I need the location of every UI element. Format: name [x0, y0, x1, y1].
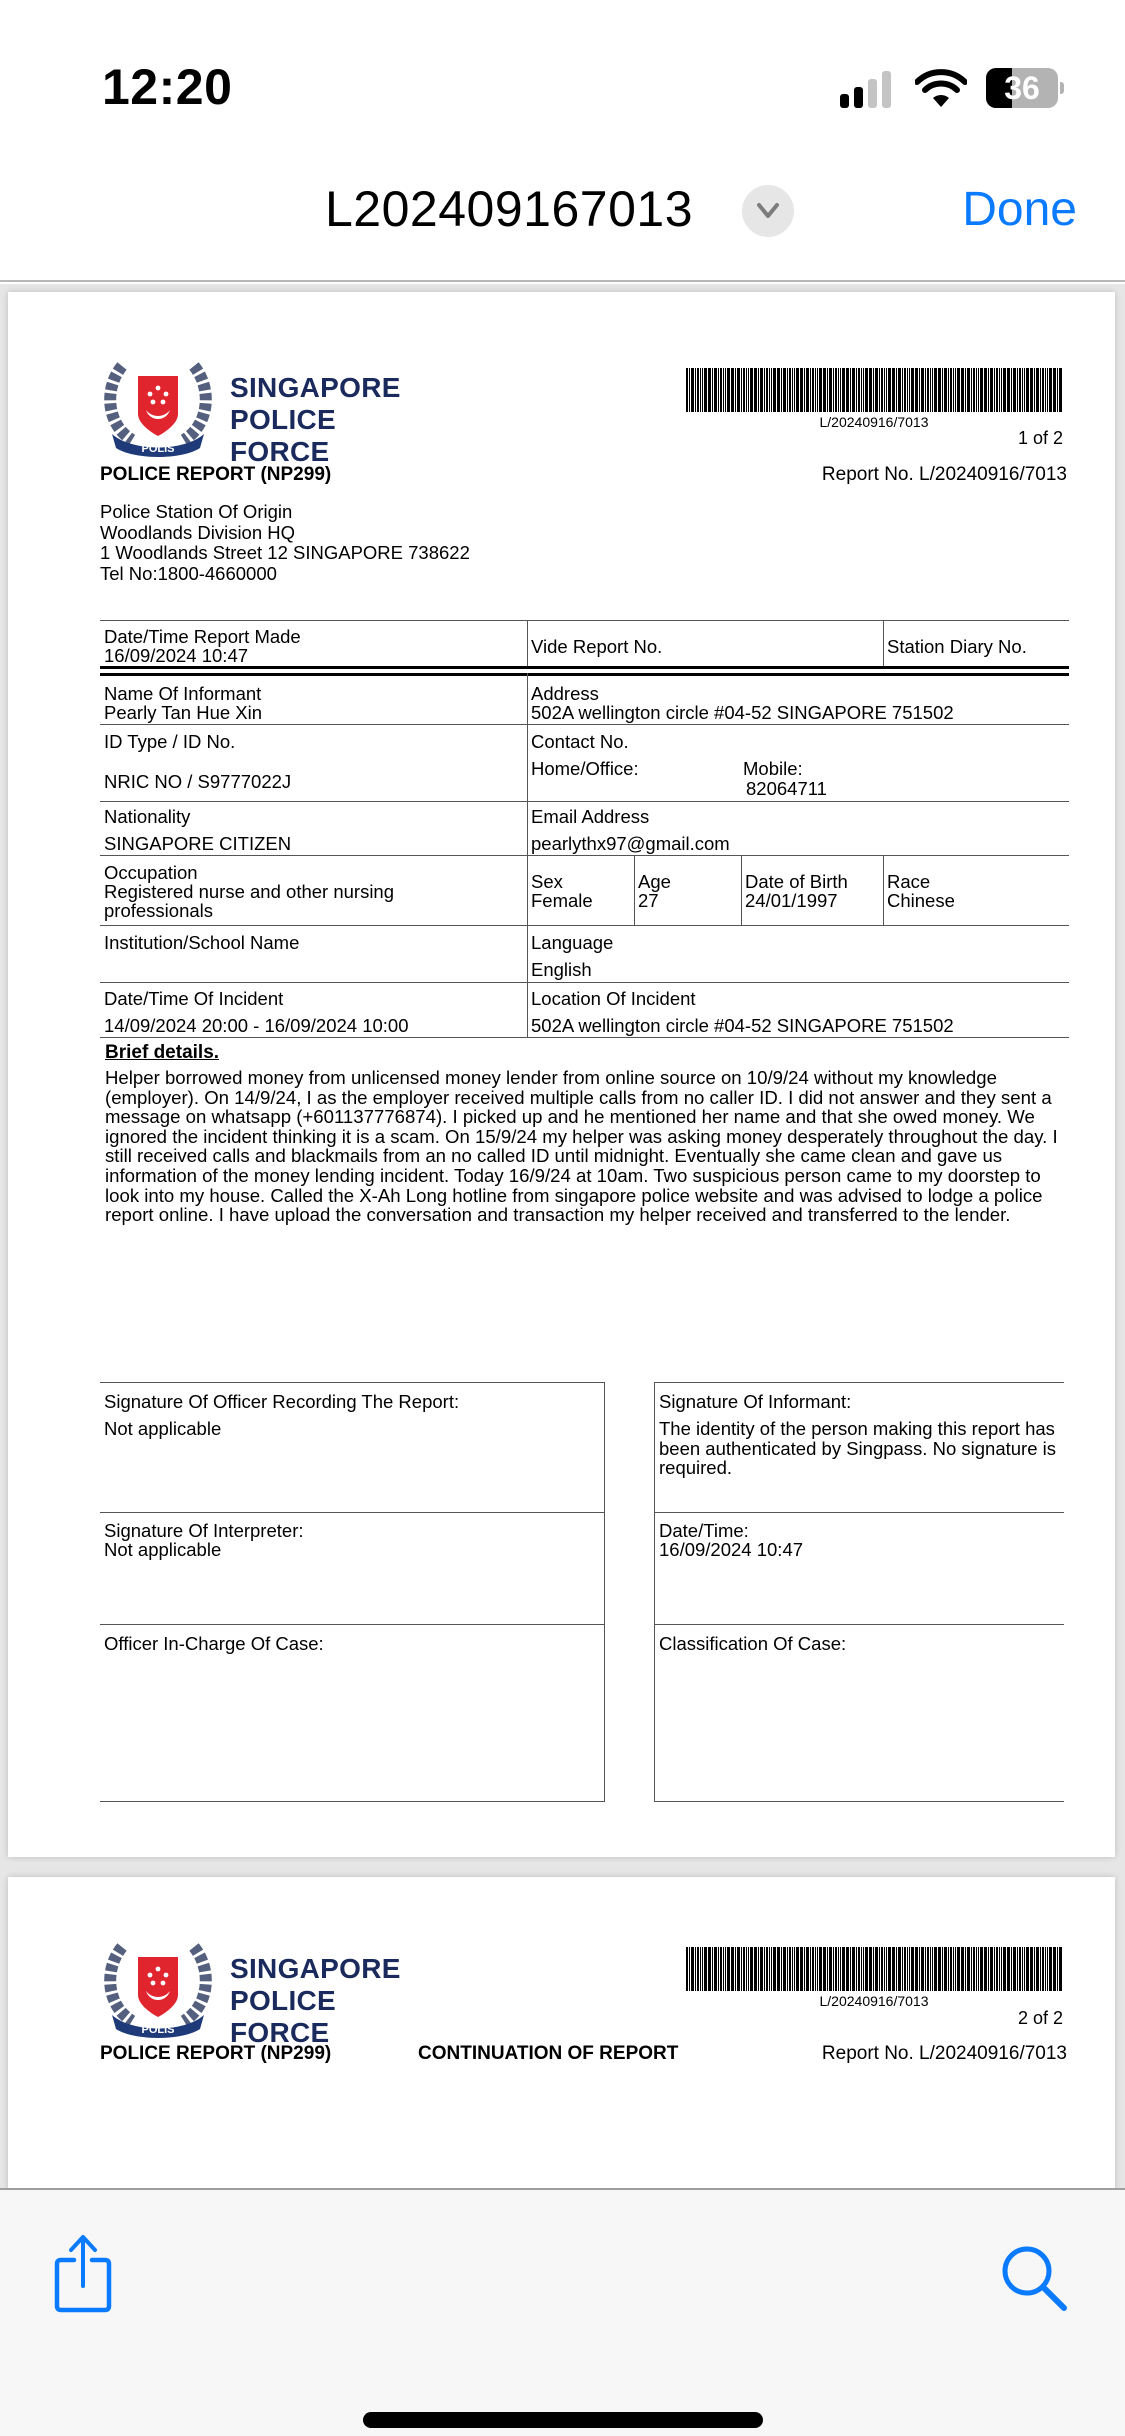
sex-label: Sex — [531, 871, 563, 892]
barcode-label: L/20240916/7013 — [819, 414, 929, 430]
report-form-title: POLICE REPORT (NP299) — [100, 2043, 332, 2064]
origin-label: Police Station Of Origin — [100, 501, 293, 522]
institution-label: Institution/School Name — [104, 932, 300, 953]
signature-datetime-label: Date/Time: — [659, 1520, 749, 1541]
dob-label: Date of Birth — [745, 871, 848, 892]
id-type-value: NRIC NO / S9777022J — [104, 771, 292, 792]
svg-text:POLIS: POLIS — [141, 443, 175, 455]
origin-tel: Tel No:1800-4660000 — [100, 562, 277, 584]
police-crest-icon — [102, 1929, 214, 2039]
incident-location-value: 502A wellington circle #04-52 SINGAPORE 751502 — [531, 1015, 954, 1036]
age-value: 27 — [638, 890, 659, 911]
title-menu-button[interactable] — [742, 185, 794, 237]
page-count: 1 of 2 — [1017, 428, 1063, 448]
incident-time-label: Date/Time Of Incident — [104, 988, 284, 1009]
report-number: Report No. L/20240916/7013 — [821, 2043, 1067, 2064]
logo-line-1: SINGAPORE — [230, 372, 401, 403]
age-label: Age — [638, 871, 671, 892]
chevron-down-icon — [756, 201, 780, 221]
barcode — [686, 368, 1062, 412]
document-viewer[interactable] — [0, 284, 1125, 2188]
origin-station: Woodlands Division HQ — [100, 521, 296, 543]
address-label: Address — [531, 683, 599, 704]
nationality-value: SINGAPORE CITIZEN — [104, 833, 292, 854]
logo-line-2: POLICE FORCE — [230, 404, 337, 467]
logo-line-2: POLICE FORCE — [230, 1985, 337, 2048]
document-page-1 — [8, 292, 1115, 1857]
home-office-label: Home/Office: — [531, 758, 639, 779]
home-indicator[interactable] — [363, 2412, 763, 2428]
search-button[interactable] — [1000, 2244, 1070, 2314]
informant-signature-label: Signature Of Informant: — [659, 1391, 852, 1412]
done-button[interactable]: Done — [962, 183, 1077, 236]
police-crest-icon — [102, 348, 214, 458]
sex-value: Female — [531, 890, 593, 911]
classification-label: Classification Of Case: — [659, 1633, 847, 1654]
mobile-value: 82064711 — [746, 778, 827, 799]
share-icon — [50, 2234, 120, 2314]
address-value: 502A wellington circle #04-52 SINGAPORE 751502 — [531, 702, 954, 723]
contact-label: Contact No. — [531, 731, 629, 752]
navigation-bar — [0, 170, 1125, 282]
interpreter-signature-value: Not applicable — [104, 1539, 222, 1560]
interpreter-signature-label: Signature Of Interpreter: — [104, 1520, 304, 1541]
page-count: 2 of 2 — [1017, 2008, 1063, 2028]
officer-signature-label: Signature Of Officer Recording The Report: — [104, 1391, 460, 1412]
barcode-label: L/20240916/7013 — [819, 1993, 929, 2009]
report-form-title: POLICE REPORT (NP299) — [100, 464, 332, 485]
race-label: Race — [887, 871, 931, 892]
logo-line-1: SINGAPORE — [230, 1953, 401, 1984]
document-title[interactable]: L202409167013 — [325, 181, 693, 237]
police-station-origin — [100, 502, 470, 584]
occupation-value-line-2: professionals — [104, 900, 214, 921]
continuation-title: CONTINUATION OF REPORT — [418, 2043, 679, 2064]
wifi-icon — [915, 68, 967, 108]
occupation-label: Occupation — [104, 862, 198, 883]
spf-logo — [102, 348, 422, 467]
station-diary-label: Station Diary No. — [887, 636, 1027, 657]
officer-signature-value: Not applicable — [104, 1418, 222, 1439]
barcode — [686, 1947, 1062, 1991]
informant-signature-value: The identity of the person making this report has been authenticated by Singpass. No signature is required. — [659, 1418, 1056, 1478]
language-value: English — [531, 959, 592, 980]
report-number: Report No. L/20240916/7013 — [821, 464, 1067, 485]
status-bar — [0, 0, 1125, 170]
status-time: 12:20 — [102, 59, 233, 115]
informant-name-value: Pearly Tan Hue Xin — [104, 702, 263, 723]
email-value: pearlythx97@gmail.com — [531, 833, 730, 854]
vide-report-label: Vide Report No. — [531, 636, 663, 657]
id-type-label: ID Type / ID No. — [104, 731, 236, 752]
email-label: Email Address — [531, 806, 650, 827]
origin-address: 1 Woodlands Street 12 SINGAPORE 738622 — [100, 542, 470, 563]
mobile-label: Mobile: — [743, 758, 803, 779]
battery-percent: 36 — [1004, 70, 1040, 106]
bottom-toolbar — [0, 2188, 1125, 2436]
battery-icon — [986, 68, 1064, 108]
nationality-label: Nationality — [104, 806, 191, 827]
signature-datetime-value: 16/09/2024 10:47 — [659, 1539, 804, 1560]
cellular-signal-icon — [840, 70, 900, 108]
spf-logo — [102, 1929, 422, 2048]
share-button[interactable] — [50, 2234, 120, 2314]
language-label: Language — [531, 932, 614, 953]
brief-details-heading: Brief details. — [105, 1042, 220, 1063]
brief-details-body: Helper borrowed money from unlicensed money lender from online source on 10/9/24 without my knowledge (employer). On 14/9/24, I as the employer received multiple calls from no caller ID. I did not answer and they sent a message on whatsapp (+601137776874). I picked up and he mentioned her name and that she owed money. We ignored the incident thinking it is a scam. On 15/9/24 my helper was asking money desperately throughout the day. I still received calls and blackmails from an no called ID until midnight. Eventually she came clean and gave us information of the money lending incident. Today 16/9/24 at 10am. Two suspicious person came to my doorstep to look into my house. Called the X-Ah Long hotline from singapore police website and was advised to lodge a police report online. I have upload the conversation and transaction my helper received and transferred to the lender. — [105, 1067, 1058, 1226]
report-made-value: 16/09/2024 10:47 — [104, 645, 249, 666]
report-made-label: Date/Time Report Made — [104, 626, 301, 647]
occupation-value-line-1: Registered nurse and other nursing — [104, 881, 395, 902]
incident-location-label: Location Of Incident — [531, 988, 696, 1009]
informant-name-label: Name Of Informant — [104, 683, 262, 704]
race-value: Chinese — [887, 890, 955, 911]
officer-in-charge-label: Officer In-Charge Of Case: — [104, 1633, 324, 1654]
incident-time-value: 14/09/2024 20:00 - 16/09/2024 10:00 — [104, 1015, 409, 1036]
dob-value: 24/01/1997 — [745, 890, 838, 911]
search-icon — [1000, 2244, 1070, 2314]
svg-text:POLIS: POLIS — [141, 2024, 175, 2036]
document-page-2 — [8, 1877, 1115, 2188]
